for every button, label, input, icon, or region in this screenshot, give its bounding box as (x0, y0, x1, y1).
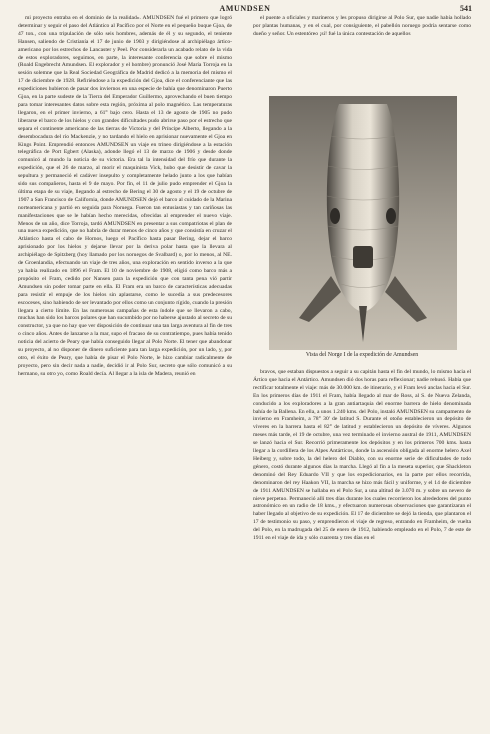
running-title: AMUNDSEN (219, 4, 271, 13)
left-column (18, 15, 232, 719)
airship-photo (269, 96, 457, 350)
right-column-top (253, 15, 471, 95)
right-column-bottom (253, 369, 471, 719)
right-column-bottom-text: bravos, que estaban dispuestos a seguir a su capitán hasta el fin del mundo, lo mismo hacia el Ártico que hacia el Antártico. Amundsen dió dos horas para reflexionar; nadie rehusó. Había que rectificar totalmente el viaje: más de 30.000 km. de itinerario, y el Fram levó anclas hacia el Sur. En los primeros días de 1911 el Fram, había llegado al mar de Ross, al S. de Nueva Zelanda, conducido a los exploradores a la gran antiartaquia del enorme barrera de hielo denominada bahía de la Ballena. En ella, a unos 1.240 kms. del Polo, instaló AMUNDSEN su campamento de invierno en Framheim, a 78° 30' de latitud S. Durante el otoño establecieron un depósito de víveres en la barrera hasta el 82° de latitud y establecieron un depósito de víveres. Algunos meses más tarde, el 19 de octubre, una vez terminado el invierno austral de 1911, AMUNDSEN se lanzó hacia el Sur. Recorrió primeramente los depósitos y en los primeros 700 kms. hasta llegar a la cordillera de los Alpes Antárticos, donde la ascensión obligada al enorme helero Axel Heiberg y, sobre todo, la del helero del Diablo, con su enorme serie de dificultades de todo género, costó durante algunos días la marcha. Llegó al fin a la meseta superior, que Shackleton denominó del Rey Eduardo VII y que los expedicionarios, en la parte por ellos recorrida, denominaron del rey Haakon VII, la marcha se hizo más fácil y uniforme, y el 14 de diciembre de 1911 AMUNDSEN se hallaba en el Polo Sur, a una altitud de 3.070 m. y sobre un nevero de nieve perpetuo. Permaneció allí tres días durante los cuales recorrieron los alrededores del punto astronómico en un radio de 18 kms., y efectuaron numerosas observaciones que garantizaran el haber llegado al objetivo de su expedición. El 17 de diciembre se dejó la tienda, que plantaron el 17 de testimonio su paso, y emprendieron el viaje de regreso, entrando en Framheim, de vuelta del Polo, en la madrugada del 25 de enero de 1912, habiendo empleado en el Polo, 7 de este de 1911 en el viaje de ida y sólo cuarenta y tres días en el (253, 369, 471, 542)
airship-photo-drawing (269, 96, 457, 350)
right-column-top-text: el puente a oficiales y marineros y les propuso dirigirse al Polo Sur, que nadie había hollado por plantas humanas, y en el cual, por consiguiente, el pabellón noruego podría sentarse como dueño y señor. Un estentóreo ¡sí! fué la única contestación de aquellos (253, 15, 471, 37)
figure-caption: Vista del Norge I de la expedición de Amundsen (305, 352, 419, 358)
left-column-text: mi proyecto entraba en el dominio de la realidad». AMUNDSEN fué el primero que logró determinar y seguir el paso del Atlántico al Pacífico por el Norte en el pequeño buque Gjoa, de 47 ton., con una tripulación de sólo seis hombres, además de él y su segundo, el teniente Hansen, saliendo de Cristianía el 17 de junio de 1903 y dirigiéndose al archipiélago ártico-americano por los estrechos de Lancaster y Peel. Por considerarla un acabado relato de la vida de estos exploradores, seguimos, en parte, la interesante conferencia que sobre el mismo (Roald Engebrecht Amundsen. El explorador y el hombre) pronunció José María Torroja en la sesión solemne que la Real Sociedad Geográfica de Madrid dedicó a la memoria del mismo el 17 de diciembre de 1928. Refiriéndose a la expedición del Gjoa, dice el conferenciante que las expediciones hubieron de pasar dos inviernos en una especie de bahía que denominaron Puerto Gjoa, en la parte sudeste de la Tierra del Emperador Guillermo, aprovechando el buen tiempo para tomar interesantes datos sobre esta región, próxima al polo magnético. Las temperaturas llegaron, en el primer invierno, a 61° bajo cero. Hasta el 13 de agosto de 1905 no pudo liberarse el barco de los hielos y con grandes dificultades pudo abrirse paso por el estrecho que separa el continente americano de las tierras de Victoria y del Príncipe Alberto, llegando a la desembocadura del río Mackenzie, y no tardando el hielo en aprisionar nuevamente el Gjoa en Kings Point. Emprendió entonces AMUNDSEN un viaje en trineo dirigiéndose a la estación telegráfica de Port Egbert (Alaska), adonde llegó el 13 de marzo de 1906 y desde donde comunicó al mundo la noticia de su victoria. Era tal la intensidad del frío que durante la expedición, que el 26 de marzo, al morir el maquinista Vick, hubo que desistir de cavar la sepultura y permaneció el cadáver insepulto y completamente helado junto a los que habían sido sus compañeros, hasta el 9 de mayo. Por fin, el 11 de julio pudo emprender el Gjoa la última etapa de su viaje, llegando al estrecho de Bering el 30 de agosto y el 19 de octubre de 1907 a San Francisco de California, donde AMUNDSEN dejó el barco al cuidado de la Marina norteamericana y partió en seguida para Noruega. Fueron tan entusiastas y tan cariñosas las manifestaciones que se le habían hecho merecidas, ofrecidas al emprender el nuevo viaje. Menos de un año, dice Torroja, tardó AMUNDSEN en presentar a sus compatriotas el plan de una nueva expedición, que no habría de durar menos de cinco años y que consistía en cruzar el Atlántico hasta el cabo de Hornos, luego el Pacífico hasta pasar Bering, dejar el barco aprisionado por los hielos y dejarse llevar por la deriva polar hasta que la llevara al archipiélago de Spitzberg (hoy llamado por los noruegos de Svalbard) o, por lo menos, al NE. de Groenlandia, efectuando un viaje de tres años, una exploración en sentido inverso a la que ya había realizado en 1896 el Fram. El 10 de noviembre de 1908, eligió como barco más a propósito el Fram, cedido por Nansen para la expedición que con tanta pena vió partir Amundsen sin poder tomar parte en ella. El Fram era un barco de características adecuadas para resistir el empuje de los hielos sin aplastarse, como le sucedía a sus predecesores escoceses, sino habiendo de ser levantado por ellos como un conjunto rígido, cuando la presión llegara a cierto límite. En las numerosas campañas de esta índole que se llevaron a cabo, muchas han sido los barcos polares que han sucumbido por no haberse ajustado al secreto de su constructor, ya que no hay que ver disposición de continuar una tan larga aventura al fin de tres o cinco años. Antes de lanzarse a la mar, supo el fracaso de su contratiempo, pues había tenido noticia del acierto de Peary que había conseguido llegar al Polo Norte. El tener que abandonar su proyecto, al no disponer de dinero suficiente para tan larga expedición, por un lado, y, por otro, el éxito de Peary, que había de pisar el Polo Norte, le hizo cambiar radicalmente de proyecto, pero sin decir nada a nadie, decidió ir al Polo Sur, secreto que sólo comunicó a su hermano, su otro yo, como Roald decía. Al llegar a la isla de Madera, reunió en (18, 15, 232, 377)
figure (253, 96, 471, 364)
page-number: 541 (460, 4, 472, 13)
